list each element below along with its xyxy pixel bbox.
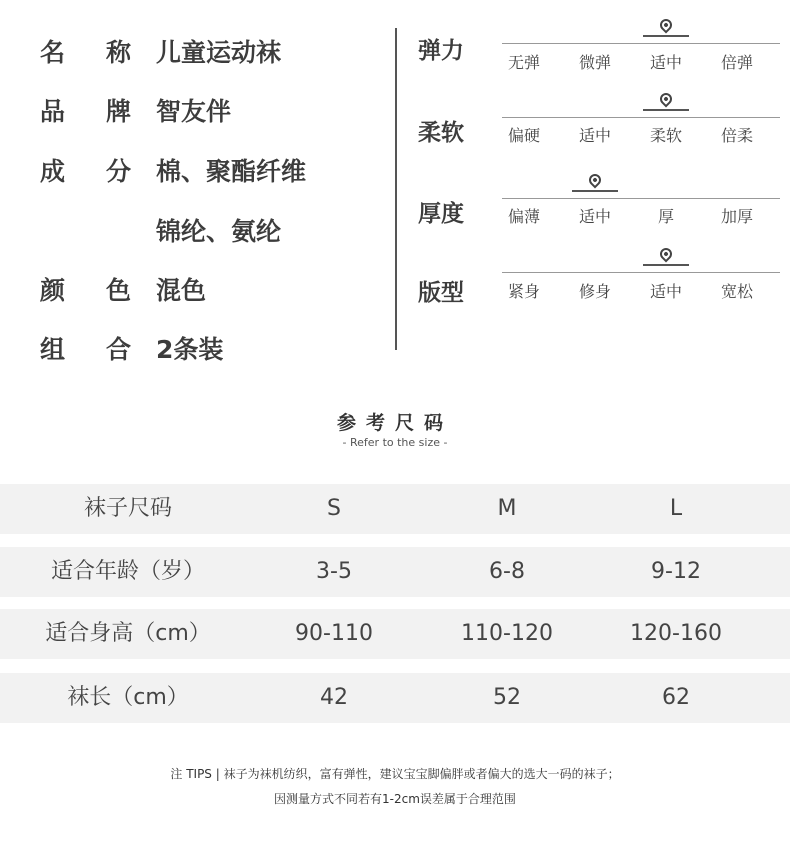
scale-option: 微弹 (578, 53, 611, 72)
table-row (0, 673, 790, 723)
marker-bar (572, 190, 618, 192)
location-pin-icon (587, 172, 604, 189)
spec-label: 牌 (106, 97, 132, 126)
table-row (0, 547, 790, 597)
scale-option: 柔软 (649, 126, 682, 145)
scale-label: 厚度 (418, 201, 464, 227)
scale-option: 倍弹 (720, 53, 753, 72)
table-cell: 适合年龄（岁） (50, 559, 205, 584)
spec-label: 色 (106, 276, 132, 305)
table-cell: 120-160 (630, 621, 722, 646)
scale-option: 适中 (649, 282, 682, 301)
scale-option: 倍柔 (720, 126, 753, 145)
location-pin-icon (658, 17, 675, 34)
spec-label: 组 (40, 335, 66, 364)
scale-option: 偏薄 (507, 207, 540, 226)
size-section-subtitle: - Refer to the size - (342, 436, 448, 449)
spec-label: 分 (106, 157, 132, 186)
spec-label: 品 (40, 97, 66, 126)
location-pin-icon (658, 246, 675, 263)
scale-label: 弹力 (418, 38, 464, 64)
scale-line (502, 272, 780, 273)
scale-option: 偏硬 (507, 126, 540, 145)
marker (643, 248, 689, 272)
spec-value: 2条装 (156, 335, 224, 364)
table-cell: 3-5 (316, 559, 352, 584)
marker (643, 19, 689, 43)
table-cell: 52 (493, 685, 521, 710)
scale-option: 适中 (649, 53, 682, 72)
marker-bar (643, 109, 689, 111)
scale-option: 适中 (578, 207, 611, 226)
scale-label: 柔软 (418, 120, 464, 146)
spec-value: 智友伴 (156, 97, 232, 126)
table-row (0, 609, 790, 659)
scale-option: 适中 (578, 126, 611, 145)
size-section-title: 参考尺码 (336, 412, 453, 434)
table-cell: 42 (320, 685, 348, 710)
spec-value: 锦纶、氨纶 (156, 217, 282, 246)
spec-value: 混色 (156, 276, 207, 305)
scale-line (502, 198, 780, 199)
location-pin-icon (658, 91, 675, 108)
scale-line (502, 117, 780, 118)
table-cell: 62 (662, 685, 690, 710)
scale-option: 紧身 (507, 282, 540, 301)
spec-label: 名 (40, 38, 66, 67)
vertical-divider (395, 28, 397, 350)
spec-value: 儿童运动袜 (156, 38, 282, 67)
scale-option: 修身 (578, 282, 611, 301)
spec-label: 成 (40, 157, 66, 186)
table-cell: 袜子尺码 (83, 496, 172, 521)
table-cell: 90-110 (295, 621, 373, 646)
scale-option: 加厚 (720, 207, 753, 226)
table-cell: 6-8 (489, 559, 525, 584)
table-cell: 适合身高（cm） (45, 621, 211, 646)
scale-option: 无弹 (507, 53, 540, 72)
table-cell: 9-12 (651, 559, 701, 584)
spec-label: 合 (106, 335, 132, 364)
spec-value: 棉、聚酯纤维 (156, 157, 307, 186)
tips-note-2: 因测量方式不同若有1-2cm误差属于合理范围 (274, 792, 516, 806)
spec-label: 颜 (40, 276, 66, 305)
scale-label: 版型 (418, 280, 464, 306)
scale-option: 厚 (657, 207, 674, 226)
spec-label: 称 (106, 38, 132, 67)
tips-note: 注 TIPS | 袜子为袜机纺织，富有弹性，建议宝宝脚偏胖或者偏大的选大一码的袜子； (170, 767, 620, 781)
table-cell: L (669, 496, 683, 521)
marker-bar (643, 264, 689, 266)
table-cell: S (327, 496, 341, 521)
table-cell: 110-120 (461, 621, 553, 646)
scale-line (502, 43, 780, 44)
marker (643, 93, 689, 117)
table-row (0, 484, 790, 534)
table-cell: 袜长（cm） (67, 685, 189, 710)
table-cell: M (497, 496, 517, 521)
marker-bar (643, 35, 689, 37)
marker (572, 174, 618, 198)
scale-option: 宽松 (720, 282, 753, 301)
